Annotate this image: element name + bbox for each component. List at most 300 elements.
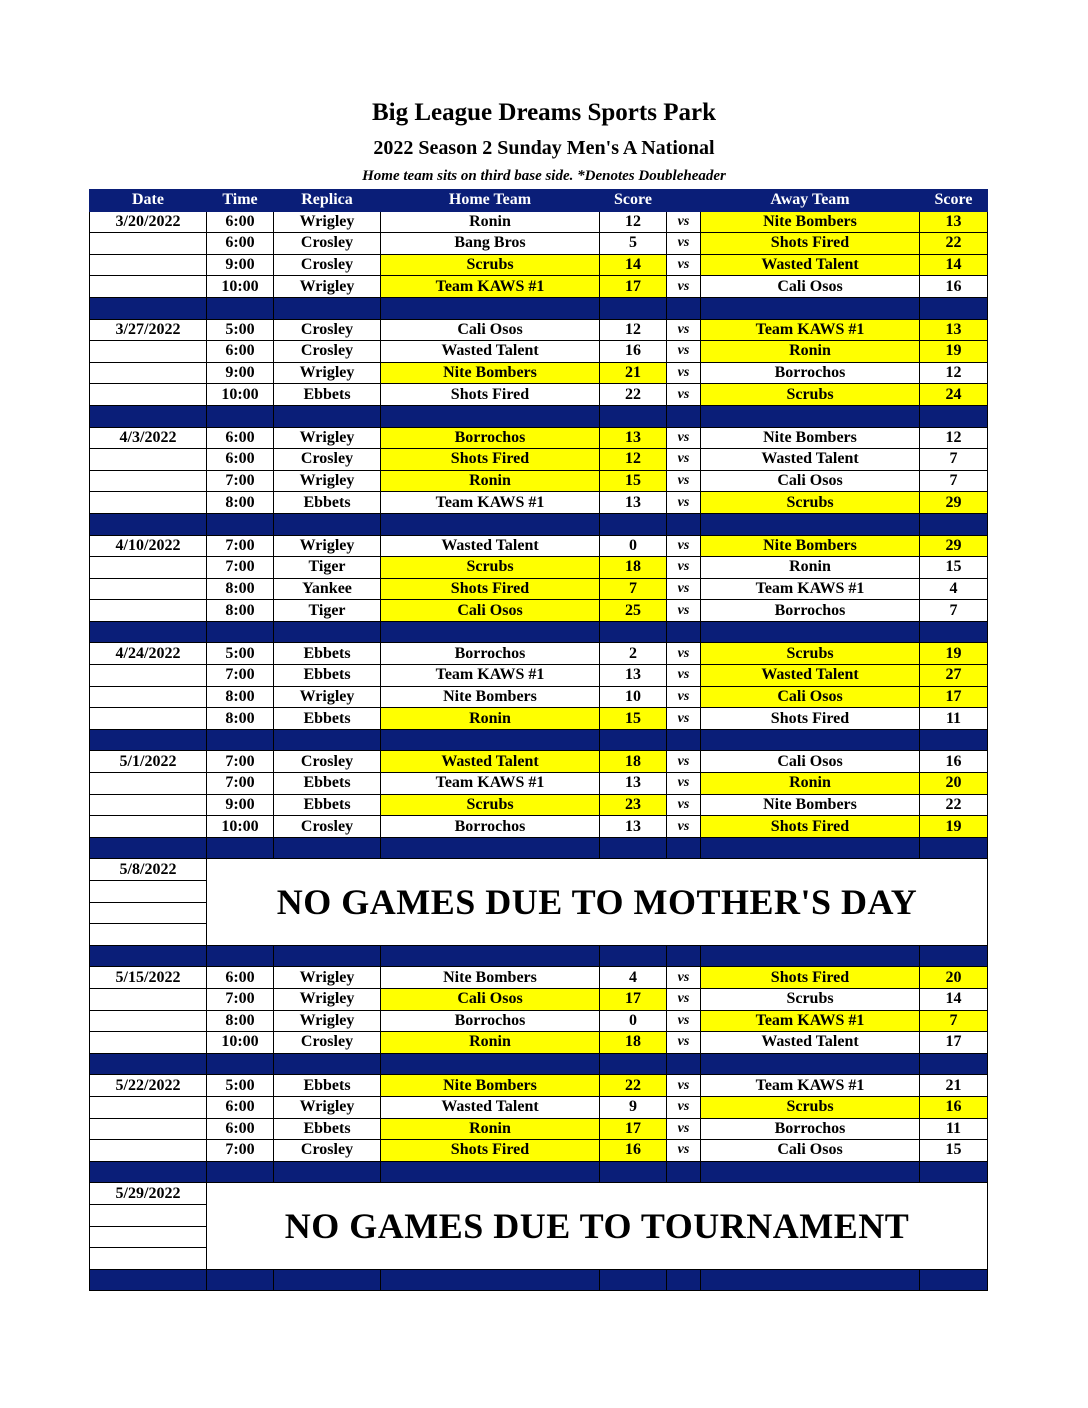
separator-cell bbox=[667, 729, 701, 751]
home-score: 22 bbox=[600, 384, 667, 406]
home-team: Ronin bbox=[381, 1118, 600, 1140]
game-time: 7:00 bbox=[207, 557, 274, 579]
column-header-time: Time bbox=[207, 190, 274, 212]
date-cell-empty bbox=[90, 362, 207, 384]
separator-cell bbox=[381, 1053, 600, 1075]
game-replica: Ebbets bbox=[274, 708, 381, 730]
vs-label: vs bbox=[667, 1118, 701, 1140]
game-time: 5:00 bbox=[207, 643, 274, 665]
away-score: 15 bbox=[920, 557, 988, 579]
date-cell-empty bbox=[90, 665, 207, 687]
column-header-home-team: Home Team bbox=[381, 190, 600, 212]
game-row bbox=[90, 341, 988, 363]
no-games-notice: NO GAMES DUE TO TOURNAMENT bbox=[207, 1183, 988, 1269]
separator-cell bbox=[90, 621, 207, 643]
away-team: Shots Fired bbox=[701, 708, 920, 730]
separator-cell bbox=[920, 405, 988, 427]
separator-cell bbox=[920, 1053, 988, 1075]
game-time: 8:00 bbox=[207, 492, 274, 514]
game-replica: Ebbets bbox=[274, 794, 381, 816]
home-score: 4 bbox=[600, 967, 667, 989]
away-score: 16 bbox=[920, 1096, 988, 1118]
week-separator-row bbox=[90, 297, 988, 319]
separator-cell bbox=[90, 513, 207, 535]
separator-cell bbox=[207, 1161, 274, 1183]
separator-cell bbox=[920, 837, 988, 859]
home-score: 13 bbox=[600, 492, 667, 514]
home-score: 16 bbox=[600, 341, 667, 363]
date-cell-empty bbox=[90, 600, 207, 622]
home-score: 18 bbox=[600, 557, 667, 579]
game-time: 8:00 bbox=[207, 600, 274, 622]
away-score: 19 bbox=[920, 816, 988, 838]
game-time: 6:00 bbox=[207, 1096, 274, 1118]
home-team: Ronin bbox=[381, 1032, 600, 1054]
home-team: Nite Bombers bbox=[381, 362, 600, 384]
separator-cell bbox=[920, 1161, 988, 1183]
week-separator-row bbox=[90, 621, 988, 643]
game-row bbox=[90, 816, 988, 838]
home-team: Wasted Talent bbox=[381, 535, 600, 557]
separator-cell bbox=[207, 513, 274, 535]
away-score: 24 bbox=[920, 384, 988, 406]
away-score: 13 bbox=[920, 211, 988, 233]
home-score: 18 bbox=[600, 751, 667, 773]
home-team: Cali Osos bbox=[381, 988, 600, 1010]
date-cell-empty bbox=[90, 881, 207, 903]
game-time: 7:00 bbox=[207, 751, 274, 773]
home-team: Borrochos bbox=[381, 427, 600, 449]
separator-cell bbox=[207, 297, 274, 319]
away-score: 22 bbox=[920, 233, 988, 255]
home-score: 22 bbox=[600, 1075, 667, 1097]
game-replica: Crosley bbox=[274, 449, 381, 471]
separator-cell bbox=[600, 405, 667, 427]
home-team: Scrubs bbox=[381, 794, 600, 816]
away-team: Shots Fired bbox=[701, 967, 920, 989]
game-replica: Tiger bbox=[274, 600, 381, 622]
away-score: 17 bbox=[920, 1032, 988, 1054]
separator-cell bbox=[381, 945, 600, 967]
game-replica: Yankee bbox=[274, 578, 381, 600]
away-team: Scrubs bbox=[701, 492, 920, 514]
home-team: Shots Fired bbox=[381, 449, 600, 471]
week-date: 4/24/2022 bbox=[90, 643, 207, 665]
game-time: 8:00 bbox=[207, 578, 274, 600]
vs-label: vs bbox=[667, 362, 701, 384]
date-cell-empty bbox=[90, 492, 207, 514]
game-row bbox=[90, 492, 988, 514]
away-team: Nite Bombers bbox=[701, 535, 920, 557]
game-time: 6:00 bbox=[207, 341, 274, 363]
week-separator-row bbox=[90, 513, 988, 535]
game-replica: Crosley bbox=[274, 319, 381, 341]
game-row bbox=[90, 449, 988, 471]
separator-cell bbox=[701, 297, 920, 319]
away-team: Team KAWS #1 bbox=[701, 578, 920, 600]
separator-cell bbox=[381, 1269, 600, 1291]
vs-label: vs bbox=[667, 557, 701, 579]
date-cell-empty bbox=[90, 686, 207, 708]
game-time: 10:00 bbox=[207, 276, 274, 298]
date-cell-empty bbox=[90, 708, 207, 730]
separator-cell bbox=[667, 297, 701, 319]
game-row bbox=[90, 535, 988, 557]
week-separator-row bbox=[90, 945, 988, 967]
separator-cell bbox=[90, 837, 207, 859]
game-time: 7:00 bbox=[207, 470, 274, 492]
date-cell-empty bbox=[90, 902, 207, 924]
away-score: 19 bbox=[920, 341, 988, 363]
vs-label: vs bbox=[667, 988, 701, 1010]
game-replica: Wrigley bbox=[274, 535, 381, 557]
home-score: 17 bbox=[600, 276, 667, 298]
week-separator-row bbox=[90, 837, 988, 859]
home-score: 0 bbox=[600, 535, 667, 557]
week-separator-row bbox=[90, 729, 988, 751]
game-replica: Ebbets bbox=[274, 384, 381, 406]
column-header-away-team: Away Team bbox=[701, 190, 920, 212]
game-row bbox=[90, 988, 988, 1010]
game-row bbox=[90, 557, 988, 579]
away-score: 7 bbox=[920, 600, 988, 622]
week-separator-row bbox=[90, 405, 988, 427]
schedule-table bbox=[89, 189, 988, 1291]
game-replica: Wrigley bbox=[274, 276, 381, 298]
separator-cell bbox=[600, 621, 667, 643]
game-replica: Wrigley bbox=[274, 988, 381, 1010]
away-team: Wasted Talent bbox=[701, 665, 920, 687]
home-team: Scrubs bbox=[381, 557, 600, 579]
game-row bbox=[90, 600, 988, 622]
game-row bbox=[90, 751, 988, 773]
vs-label: vs bbox=[667, 535, 701, 557]
week-date: 5/1/2022 bbox=[90, 751, 207, 773]
separator-cell bbox=[701, 405, 920, 427]
away-team: Nite Bombers bbox=[701, 427, 920, 449]
game-replica: Wrigley bbox=[274, 686, 381, 708]
home-score: 12 bbox=[600, 211, 667, 233]
date-cell-empty bbox=[90, 1248, 207, 1270]
home-score: 17 bbox=[600, 988, 667, 1010]
date-cell-empty bbox=[90, 924, 207, 946]
vs-label: vs bbox=[667, 384, 701, 406]
vs-label: vs bbox=[667, 816, 701, 838]
game-row bbox=[90, 708, 988, 730]
vs-label: vs bbox=[667, 686, 701, 708]
separator-cell bbox=[701, 837, 920, 859]
vs-label: vs bbox=[667, 708, 701, 730]
game-time: 10:00 bbox=[207, 384, 274, 406]
vs-label: vs bbox=[667, 1010, 701, 1032]
vs-label: vs bbox=[667, 492, 701, 514]
home-score: 13 bbox=[600, 427, 667, 449]
away-score: 15 bbox=[920, 1140, 988, 1162]
week-date: 5/29/2022 bbox=[90, 1183, 207, 1205]
vs-label: vs bbox=[667, 578, 701, 600]
home-score: 2 bbox=[600, 643, 667, 665]
separator-cell bbox=[920, 297, 988, 319]
separator-cell bbox=[667, 405, 701, 427]
separator-cell bbox=[207, 1053, 274, 1075]
vs-label: vs bbox=[667, 233, 701, 255]
home-score: 13 bbox=[600, 665, 667, 687]
game-time: 6:00 bbox=[207, 233, 274, 255]
game-replica: Crosley bbox=[274, 751, 381, 773]
away-team: Cali Osos bbox=[701, 686, 920, 708]
away-team: Scrubs bbox=[701, 643, 920, 665]
separator-cell bbox=[274, 513, 381, 535]
home-score: 12 bbox=[600, 449, 667, 471]
away-team: Shots Fired bbox=[701, 816, 920, 838]
date-cell-empty bbox=[90, 1032, 207, 1054]
home-team: Nite Bombers bbox=[381, 967, 600, 989]
game-time: 7:00 bbox=[207, 988, 274, 1010]
away-score: 17 bbox=[920, 686, 988, 708]
home-score: 23 bbox=[600, 794, 667, 816]
date-cell-empty bbox=[90, 1204, 207, 1226]
game-row bbox=[90, 686, 988, 708]
schedule-body bbox=[90, 211, 988, 1291]
away-score: 21 bbox=[920, 1075, 988, 1097]
page-title: Big League Dreams Sports Park bbox=[372, 99, 716, 126]
game-time: 6:00 bbox=[207, 427, 274, 449]
vs-label: vs bbox=[667, 967, 701, 989]
game-time: 7:00 bbox=[207, 665, 274, 687]
separator-cell bbox=[274, 297, 381, 319]
home-team: Borrochos bbox=[381, 816, 600, 838]
separator-cell bbox=[600, 1053, 667, 1075]
date-cell-empty bbox=[90, 384, 207, 406]
vs-label: vs bbox=[667, 254, 701, 276]
separator-cell bbox=[701, 1161, 920, 1183]
separator-cell bbox=[381, 513, 600, 535]
date-cell-empty bbox=[90, 341, 207, 363]
vs-label: vs bbox=[667, 341, 701, 363]
away-score: 7 bbox=[920, 1010, 988, 1032]
away-score: 29 bbox=[920, 492, 988, 514]
separator-cell bbox=[667, 837, 701, 859]
game-replica: Wrigley bbox=[274, 1096, 381, 1118]
separator-cell bbox=[381, 405, 600, 427]
game-row bbox=[90, 1118, 988, 1140]
home-team: Shots Fired bbox=[381, 384, 600, 406]
game-replica: Wrigley bbox=[274, 211, 381, 233]
game-replica: Wrigley bbox=[274, 967, 381, 989]
vs-label: vs bbox=[667, 1032, 701, 1054]
date-cell-empty bbox=[90, 254, 207, 276]
home-score: 13 bbox=[600, 773, 667, 795]
game-row bbox=[90, 427, 988, 449]
game-time: 7:00 bbox=[207, 535, 274, 557]
date-cell-empty bbox=[90, 1010, 207, 1032]
away-team: Nite Bombers bbox=[701, 211, 920, 233]
game-replica: Crosley bbox=[274, 1140, 381, 1162]
separator-cell bbox=[600, 1161, 667, 1183]
game-row bbox=[90, 578, 988, 600]
away-team: Nite Bombers bbox=[701, 794, 920, 816]
vs-label: vs bbox=[667, 751, 701, 773]
week-date: 5/22/2022 bbox=[90, 1075, 207, 1097]
vs-label: vs bbox=[667, 643, 701, 665]
away-score: 13 bbox=[920, 319, 988, 341]
vs-label: vs bbox=[667, 600, 701, 622]
separator-cell bbox=[667, 1269, 701, 1291]
separator-cell bbox=[274, 1161, 381, 1183]
game-row bbox=[90, 967, 988, 989]
home-score: 13 bbox=[600, 816, 667, 838]
home-score: 15 bbox=[600, 470, 667, 492]
away-team: Scrubs bbox=[701, 1096, 920, 1118]
separator-cell bbox=[600, 1269, 667, 1291]
game-replica: Wrigley bbox=[274, 427, 381, 449]
game-row bbox=[90, 643, 988, 665]
away-team: Cali Osos bbox=[701, 751, 920, 773]
game-replica: Crosley bbox=[274, 341, 381, 363]
separator-cell bbox=[274, 1053, 381, 1075]
separator-cell bbox=[90, 1269, 207, 1291]
separator-cell bbox=[274, 729, 381, 751]
home-score: 17 bbox=[600, 1118, 667, 1140]
home-score: 16 bbox=[600, 1140, 667, 1162]
away-team: Wasted Talent bbox=[701, 1032, 920, 1054]
home-team: Shots Fired bbox=[381, 1140, 600, 1162]
vs-label: vs bbox=[667, 1075, 701, 1097]
week-separator-row bbox=[90, 1161, 988, 1183]
date-cell-empty bbox=[90, 773, 207, 795]
home-score: 7 bbox=[600, 578, 667, 600]
game-replica: Wrigley bbox=[274, 470, 381, 492]
separator-cell bbox=[701, 1053, 920, 1075]
week-date: 4/10/2022 bbox=[90, 535, 207, 557]
home-score: 18 bbox=[600, 1032, 667, 1054]
game-time: 8:00 bbox=[207, 708, 274, 730]
separator-cell bbox=[274, 405, 381, 427]
separator-cell bbox=[381, 837, 600, 859]
separator-cell bbox=[274, 1269, 381, 1291]
vs-label: vs bbox=[667, 319, 701, 341]
no-games-notice: NO GAMES DUE TO MOTHER'S DAY bbox=[207, 859, 988, 945]
home-team: Cali Osos bbox=[381, 319, 600, 341]
separator-cell bbox=[600, 297, 667, 319]
date-cell-empty bbox=[90, 233, 207, 255]
week-date: 5/8/2022 bbox=[90, 859, 207, 881]
game-time: 9:00 bbox=[207, 254, 274, 276]
date-cell-empty bbox=[90, 276, 207, 298]
column-header-replica: Replica bbox=[274, 190, 381, 212]
away-team: Ronin bbox=[701, 341, 920, 363]
vs-label: vs bbox=[667, 1140, 701, 1162]
away-team: Shots Fired bbox=[701, 233, 920, 255]
game-replica: Ebbets bbox=[274, 643, 381, 665]
home-score: 21 bbox=[600, 362, 667, 384]
separator-cell bbox=[207, 1269, 274, 1291]
game-time: 6:00 bbox=[207, 1118, 274, 1140]
separator-cell bbox=[667, 1161, 701, 1183]
date-cell-empty bbox=[90, 816, 207, 838]
away-score: 14 bbox=[920, 988, 988, 1010]
away-score: 4 bbox=[920, 578, 988, 600]
separator-cell bbox=[600, 837, 667, 859]
away-score: 7 bbox=[920, 449, 988, 471]
home-team: Nite Bombers bbox=[381, 1075, 600, 1097]
separator-cell bbox=[701, 729, 920, 751]
game-replica: Ebbets bbox=[274, 492, 381, 514]
week-separator-row bbox=[90, 1269, 988, 1291]
away-score: 11 bbox=[920, 708, 988, 730]
away-team: Team KAWS #1 bbox=[701, 1010, 920, 1032]
week-separator-row bbox=[90, 1053, 988, 1075]
date-cell-empty bbox=[90, 794, 207, 816]
game-time: 8:00 bbox=[207, 686, 274, 708]
game-replica: Crosley bbox=[274, 1032, 381, 1054]
date-cell-empty bbox=[90, 1140, 207, 1162]
home-team: Team KAWS #1 bbox=[381, 492, 600, 514]
separator-cell bbox=[667, 945, 701, 967]
home-team: Shots Fired bbox=[381, 578, 600, 600]
away-team: Wasted Talent bbox=[701, 254, 920, 276]
week-date: 3/20/2022 bbox=[90, 211, 207, 233]
game-row bbox=[90, 1075, 988, 1097]
game-replica: Ebbets bbox=[274, 773, 381, 795]
game-replica: Crosley bbox=[274, 254, 381, 276]
away-score: 14 bbox=[920, 254, 988, 276]
date-cell-empty bbox=[90, 1226, 207, 1248]
home-score: 0 bbox=[600, 1010, 667, 1032]
page-note: Home team sits on third base side. *Denotes Doubleheader bbox=[362, 168, 726, 184]
home-team: Wasted Talent bbox=[381, 341, 600, 363]
date-cell-empty bbox=[90, 578, 207, 600]
home-score: 5 bbox=[600, 233, 667, 255]
home-score: 25 bbox=[600, 600, 667, 622]
game-replica: Wrigley bbox=[274, 1010, 381, 1032]
separator-cell bbox=[381, 297, 600, 319]
separator-cell bbox=[207, 621, 274, 643]
vs-label: vs bbox=[667, 665, 701, 687]
game-row bbox=[90, 276, 988, 298]
separator-cell bbox=[920, 621, 988, 643]
separator-cell bbox=[207, 405, 274, 427]
game-time: 6:00 bbox=[207, 449, 274, 471]
date-cell-empty bbox=[90, 557, 207, 579]
date-cell-empty bbox=[90, 1096, 207, 1118]
vs-label: vs bbox=[667, 427, 701, 449]
game-row bbox=[90, 773, 988, 795]
away-score: 16 bbox=[920, 751, 988, 773]
home-team: Team KAWS #1 bbox=[381, 773, 600, 795]
game-row bbox=[90, 384, 988, 406]
game-row bbox=[90, 1032, 988, 1054]
notice-row bbox=[90, 1183, 988, 1205]
home-team: Ronin bbox=[381, 211, 600, 233]
separator-cell bbox=[920, 729, 988, 751]
separator-cell bbox=[701, 621, 920, 643]
separator-cell bbox=[207, 945, 274, 967]
separator-cell bbox=[600, 945, 667, 967]
game-time: 10:00 bbox=[207, 1032, 274, 1054]
separator-cell bbox=[381, 729, 600, 751]
home-score: 12 bbox=[600, 319, 667, 341]
separator-cell bbox=[207, 837, 274, 859]
separator-cell bbox=[90, 1161, 207, 1183]
game-replica: Ebbets bbox=[274, 665, 381, 687]
column-header-date: Date bbox=[90, 190, 207, 212]
date-cell-empty bbox=[90, 988, 207, 1010]
separator-cell bbox=[274, 621, 381, 643]
separator-cell bbox=[920, 1269, 988, 1291]
vs-label: vs bbox=[667, 773, 701, 795]
vs-label: vs bbox=[667, 794, 701, 816]
